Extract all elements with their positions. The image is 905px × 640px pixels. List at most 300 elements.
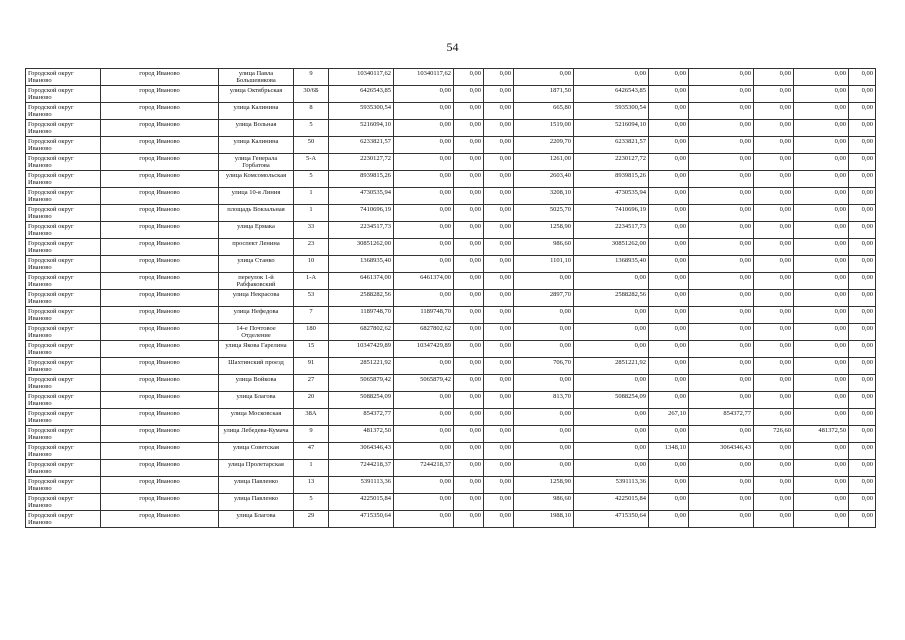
cell-cost-col-6: 0,00 <box>794 324 849 341</box>
cell-cost-col-5: 0,00 <box>689 426 754 443</box>
cell-area-col-2: 0,00 <box>649 239 689 256</box>
cell-cost-col-4: 0,00 <box>574 443 649 460</box>
cell-total-cost: 5216094,10 <box>329 120 394 137</box>
cell-street: улица Павленко <box>219 477 294 494</box>
cell-cost-col-5: 0,00 <box>689 358 754 375</box>
cell-area-col-2: 0,00 <box>649 256 689 273</box>
cell-settlement: город Иваново <box>101 69 219 86</box>
cell-cost-col-6: 0,00 <box>794 205 849 222</box>
cell-cost-col-3: 0,00 <box>484 460 514 477</box>
cell-cost-col-2: 0,00 <box>454 103 484 120</box>
cell-cost-col-1: 0,00 <box>394 443 454 460</box>
cell-street: переулок 1-й Рабфаковский <box>219 273 294 290</box>
cell-street: улица Павла Большевикова <box>219 69 294 86</box>
cell-area-col-1: 0,00 <box>514 426 574 443</box>
cell-area-col-1: 0,00 <box>514 460 574 477</box>
cell-cost-col-6: 0,00 <box>794 443 849 460</box>
cell-cost-col-6: 0,00 <box>794 511 849 528</box>
cell-cost-col-5: 3064346,43 <box>689 443 754 460</box>
cell-area-col-1: 1261,00 <box>514 154 574 171</box>
cell-house-number: 33 <box>294 222 329 239</box>
cell-cost-col-1: 0,00 <box>394 511 454 528</box>
cell-cost-col-5: 0,00 <box>689 273 754 290</box>
cell-cost-col-5: 0,00 <box>689 341 754 358</box>
cell-area-col-2: 0,00 <box>649 171 689 188</box>
cell-cost-col-6: 0,00 <box>794 239 849 256</box>
cell-cost-col-6: 481372,50 <box>794 426 849 443</box>
cell-cost-col-6: 0,00 <box>794 86 849 103</box>
cell-cost-col-1: 10347429,89 <box>394 341 454 358</box>
cell-street: Шахтинский проезд <box>219 358 294 375</box>
table-row <box>26 392 876 409</box>
cell-house-number: 1 <box>294 205 329 222</box>
page-number: 54 <box>446 40 459 54</box>
cell-settlement: город Иваново <box>101 120 219 137</box>
cell-area-col-1: 813,70 <box>514 392 574 409</box>
cell-total-cost: 1368935,40 <box>329 256 394 273</box>
cell-cost-col-3: 0,00 <box>484 256 514 273</box>
cell-street: улица Якова Гарелина <box>219 341 294 358</box>
cell-street: улица Вольная <box>219 120 294 137</box>
cell-cost-col-3: 0,00 <box>484 103 514 120</box>
cell-cost-col-7: 0,00 <box>849 494 876 511</box>
cell-total-cost: 10340117,62 <box>329 69 394 86</box>
cell-cost-col-4: 0,00 <box>574 341 649 358</box>
cell-area-col-2: 0,00 <box>649 341 689 358</box>
cell-area-col-2: 0,00 <box>649 69 689 86</box>
cell-area-col-3: 0,00 <box>754 137 794 154</box>
cell-cost-col-1: 10340117,62 <box>394 69 454 86</box>
cell-cost-col-7: 0,00 <box>849 477 876 494</box>
cell-area-col-3: 0,00 <box>754 188 794 205</box>
cell-area-col-3: 726,60 <box>754 426 794 443</box>
cell-street: улица Московская <box>219 409 294 426</box>
cell-cost-col-4: 0,00 <box>574 324 649 341</box>
cell-area-col-2: 0,00 <box>649 307 689 324</box>
cell-street: улица Войкова <box>219 375 294 392</box>
cell-cost-col-2: 0,00 <box>454 392 484 409</box>
cell-area-col-3: 0,00 <box>754 511 794 528</box>
cell-settlement: город Иваново <box>101 273 219 290</box>
cell-cost-col-5: 0,00 <box>689 256 754 273</box>
cell-settlement: город Иваново <box>101 460 219 477</box>
cell-cost-col-2: 0,00 <box>454 443 484 460</box>
cell-cost-col-4: 0,00 <box>574 273 649 290</box>
cell-cost-col-1: 0,00 <box>394 239 454 256</box>
cell-cost-col-7: 0,00 <box>849 154 876 171</box>
cell-cost-col-3: 0,00 <box>484 188 514 205</box>
cell-total-cost: 10347429,89 <box>329 341 394 358</box>
cell-cost-col-3: 0,00 <box>484 324 514 341</box>
cell-settlement: город Иваново <box>101 341 219 358</box>
cell-cost-col-2: 0,00 <box>454 69 484 86</box>
cell-area-col-2: 0,00 <box>649 426 689 443</box>
table-row <box>26 171 876 188</box>
cell-cost-col-4: 5088254,09 <box>574 392 649 409</box>
cell-cost-col-3: 0,00 <box>484 137 514 154</box>
table-row <box>26 477 876 494</box>
cell-area-col-2: 0,00 <box>649 460 689 477</box>
cell-cost-col-6: 0,00 <box>794 341 849 358</box>
cell-cost-col-4: 30851262,00 <box>574 239 649 256</box>
cell-house-number: 9 <box>294 69 329 86</box>
cell-area-col-2: 0,00 <box>649 137 689 154</box>
cell-cost-col-2: 0,00 <box>454 120 484 137</box>
cell-cost-col-2: 0,00 <box>454 137 484 154</box>
table-row <box>26 290 876 307</box>
cell-cost-col-5: 0,00 <box>689 494 754 511</box>
cell-cost-col-7: 0,00 <box>849 103 876 120</box>
cell-cost-col-6: 0,00 <box>794 358 849 375</box>
cell-cost-col-1: 0,00 <box>394 154 454 171</box>
cell-cost-col-7: 0,00 <box>849 392 876 409</box>
cell-area-col-2: 0,00 <box>649 154 689 171</box>
cell-street: улица Некрасова <box>219 290 294 307</box>
cell-street: улица Комсомольская <box>219 171 294 188</box>
table-row <box>26 205 876 222</box>
cell-cost-col-3: 0,00 <box>484 69 514 86</box>
cell-area-col-3: 0,00 <box>754 205 794 222</box>
cell-municipality: Городской округ Иваново <box>26 69 101 86</box>
cell-municipality: Городской округ Иваново <box>26 86 101 103</box>
cell-area-col-2: 267,10 <box>649 409 689 426</box>
cell-cost-col-4: 5391113,36 <box>574 477 649 494</box>
cell-cost-col-2: 0,00 <box>454 188 484 205</box>
cell-area-col-3: 0,00 <box>754 494 794 511</box>
cell-cost-col-2: 0,00 <box>454 222 484 239</box>
cell-cost-col-1: 6461374,00 <box>394 273 454 290</box>
cell-municipality: Городской округ Иваново <box>26 103 101 120</box>
cell-cost-col-3: 0,00 <box>484 171 514 188</box>
cell-cost-col-1: 7244218,37 <box>394 460 454 477</box>
cell-cost-col-7: 0,00 <box>849 375 876 392</box>
cell-cost-col-7: 0,00 <box>849 341 876 358</box>
cell-total-cost: 7410696,19 <box>329 205 394 222</box>
cell-municipality: Городской округ Иваново <box>26 358 101 375</box>
cell-total-cost: 6827802,62 <box>329 324 394 341</box>
cell-cost-col-5: 0,00 <box>689 86 754 103</box>
cell-cost-col-7: 0,00 <box>849 222 876 239</box>
cell-house-number: 38А <box>294 409 329 426</box>
cell-cost-col-1: 0,00 <box>394 137 454 154</box>
cell-cost-col-1: 6827802,62 <box>394 324 454 341</box>
cell-cost-col-1: 0,00 <box>394 222 454 239</box>
cell-cost-col-1: 0,00 <box>394 409 454 426</box>
cell-street: улица Советская <box>219 443 294 460</box>
cell-total-cost: 4225015,84 <box>329 494 394 511</box>
cell-cost-col-3: 0,00 <box>484 443 514 460</box>
cell-house-number: 29 <box>294 511 329 528</box>
cell-total-cost: 5935300,54 <box>329 103 394 120</box>
cell-cost-col-3: 0,00 <box>484 120 514 137</box>
cell-house-number: 5-А <box>294 154 329 171</box>
cell-settlement: город Иваново <box>101 307 219 324</box>
cell-cost-col-2: 0,00 <box>454 477 484 494</box>
table-row <box>26 239 876 256</box>
cell-street: улица Станко <box>219 256 294 273</box>
cell-cost-col-3: 0,00 <box>484 205 514 222</box>
cell-municipality: Городской округ Иваново <box>26 324 101 341</box>
cell-house-number: 30/6Б <box>294 86 329 103</box>
cell-area-col-3: 0,00 <box>754 358 794 375</box>
cell-settlement: город Иваново <box>101 205 219 222</box>
table-row <box>26 86 876 103</box>
cell-area-col-2: 0,00 <box>649 188 689 205</box>
cell-cost-col-7: 0,00 <box>849 256 876 273</box>
cell-cost-col-2: 0,00 <box>454 409 484 426</box>
cell-total-cost: 2588282,56 <box>329 290 394 307</box>
cell-house-number: 1 <box>294 188 329 205</box>
cell-total-cost: 5065879,42 <box>329 375 394 392</box>
cell-cost-col-5: 0,00 <box>689 171 754 188</box>
cell-area-col-2: 0,00 <box>649 324 689 341</box>
cell-cost-col-2: 0,00 <box>454 324 484 341</box>
cell-municipality: Городской округ Иваново <box>26 290 101 307</box>
cell-total-cost: 4715350,64 <box>329 511 394 528</box>
cell-cost-col-6: 0,00 <box>794 154 849 171</box>
cell-cost-col-7: 0,00 <box>849 426 876 443</box>
cell-municipality: Городской округ Иваново <box>26 154 101 171</box>
cell-cost-col-1: 0,00 <box>394 392 454 409</box>
table-row <box>26 324 876 341</box>
cell-cost-col-4: 0,00 <box>574 409 649 426</box>
cell-total-cost: 2851221,92 <box>329 358 394 375</box>
cell-cost-col-4: 0,00 <box>574 460 649 477</box>
cell-cost-col-4: 1368935,40 <box>574 256 649 273</box>
cell-house-number: 10 <box>294 256 329 273</box>
cell-cost-col-7: 0,00 <box>849 358 876 375</box>
cell-cost-col-5: 0,00 <box>689 103 754 120</box>
cell-street: улица 10-я Линия <box>219 188 294 205</box>
cell-municipality: Городской округ Иваново <box>26 188 101 205</box>
cell-municipality: Городской округ Иваново <box>26 375 101 392</box>
cell-area-col-1: 1988,10 <box>514 511 574 528</box>
cell-area-col-2: 0,00 <box>649 477 689 494</box>
cell-cost-col-7: 0,00 <box>849 290 876 307</box>
cell-area-col-3: 0,00 <box>754 273 794 290</box>
cell-house-number: 9 <box>294 426 329 443</box>
cell-area-col-2: 0,00 <box>649 375 689 392</box>
cell-cost-col-3: 0,00 <box>484 426 514 443</box>
cell-street: улица Лебедева-Кумача <box>219 426 294 443</box>
cell-cost-col-4: 6233821,57 <box>574 137 649 154</box>
table-row <box>26 375 876 392</box>
cell-settlement: город Иваново <box>101 86 219 103</box>
cell-municipality: Городской округ Иваново <box>26 307 101 324</box>
cell-total-cost: 2234517,73 <box>329 222 394 239</box>
cell-cost-col-4: 2234517,73 <box>574 222 649 239</box>
cell-cost-col-2: 0,00 <box>454 511 484 528</box>
cell-settlement: город Иваново <box>101 443 219 460</box>
cell-cost-col-6: 0,00 <box>794 477 849 494</box>
cell-cost-col-6: 0,00 <box>794 290 849 307</box>
cell-area-col-1: 0,00 <box>514 375 574 392</box>
table-row <box>26 154 876 171</box>
cell-street: проспект Ленина <box>219 239 294 256</box>
cell-cost-col-3: 0,00 <box>484 409 514 426</box>
cell-settlement: город Иваново <box>101 324 219 341</box>
cell-cost-col-5: 0,00 <box>689 307 754 324</box>
cell-area-col-3: 0,00 <box>754 324 794 341</box>
cell-cost-col-4: 4225015,84 <box>574 494 649 511</box>
cell-municipality: Городской округ Иваново <box>26 171 101 188</box>
cell-cost-col-7: 0,00 <box>849 120 876 137</box>
cell-cost-col-4: 7410696,19 <box>574 205 649 222</box>
table-row <box>26 69 876 86</box>
cell-cost-col-1: 0,00 <box>394 205 454 222</box>
cell-cost-col-3: 0,00 <box>484 154 514 171</box>
cell-house-number: 47 <box>294 443 329 460</box>
cell-cost-col-6: 0,00 <box>794 120 849 137</box>
cell-street: улица Пролетарская <box>219 460 294 477</box>
cell-area-col-1: 0,00 <box>514 307 574 324</box>
cell-total-cost: 30851262,00 <box>329 239 394 256</box>
cell-area-col-1: 706,70 <box>514 358 574 375</box>
cell-cost-col-2: 0,00 <box>454 426 484 443</box>
cell-cost-col-2: 0,00 <box>454 460 484 477</box>
cell-settlement: город Иваново <box>101 494 219 511</box>
cell-house-number: 53 <box>294 290 329 307</box>
cell-municipality: Городской округ Иваново <box>26 120 101 137</box>
cell-settlement: город Иваново <box>101 239 219 256</box>
cell-cost-col-4: 4730535,94 <box>574 188 649 205</box>
cell-street: улица Генерала Горбатова <box>219 154 294 171</box>
table-row <box>26 409 876 426</box>
cell-cost-col-3: 0,00 <box>484 477 514 494</box>
cell-cost-col-7: 0,00 <box>849 511 876 528</box>
cell-area-col-2: 0,00 <box>649 120 689 137</box>
table-row <box>26 341 876 358</box>
cell-cost-col-7: 0,00 <box>849 324 876 341</box>
table-row <box>26 307 876 324</box>
cell-cost-col-2: 0,00 <box>454 205 484 222</box>
cell-cost-col-7: 0,00 <box>849 69 876 86</box>
cell-cost-col-3: 0,00 <box>484 375 514 392</box>
cell-area-col-1: 1101,10 <box>514 256 574 273</box>
cell-cost-col-4: 4715350,64 <box>574 511 649 528</box>
cell-street: улица Нефедова <box>219 307 294 324</box>
cell-cost-col-5: 0,00 <box>689 188 754 205</box>
cell-area-col-1: 0,00 <box>514 273 574 290</box>
cell-cost-col-1: 0,00 <box>394 188 454 205</box>
cell-area-col-2: 0,00 <box>649 511 689 528</box>
cell-cost-col-7: 0,00 <box>849 171 876 188</box>
cell-cost-col-2: 0,00 <box>454 86 484 103</box>
cell-house-number: 20 <box>294 392 329 409</box>
cell-total-cost: 3064346,43 <box>329 443 394 460</box>
cell-house-number: 5 <box>294 120 329 137</box>
cell-area-col-1: 0,00 <box>514 69 574 86</box>
cell-cost-col-4: 8939815,26 <box>574 171 649 188</box>
cell-cost-col-5: 0,00 <box>689 69 754 86</box>
cell-cost-col-7: 0,00 <box>849 273 876 290</box>
cell-cost-col-6: 0,00 <box>794 307 849 324</box>
cell-area-col-1: 2209,70 <box>514 137 574 154</box>
cell-settlement: город Иваново <box>101 375 219 392</box>
cell-municipality: Городской округ Иваново <box>26 256 101 273</box>
cell-cost-col-3: 0,00 <box>484 239 514 256</box>
cell-cost-col-4: 0,00 <box>574 307 649 324</box>
cell-street: улица Павленко <box>219 494 294 511</box>
cell-area-col-2: 0,00 <box>649 205 689 222</box>
cell-cost-col-7: 0,00 <box>849 188 876 205</box>
cell-street: улица Благова <box>219 392 294 409</box>
cell-area-col-3: 0,00 <box>754 375 794 392</box>
cell-cost-col-1: 0,00 <box>394 477 454 494</box>
cell-municipality: Городской округ Иваново <box>26 460 101 477</box>
table-row <box>26 494 876 511</box>
cell-cost-col-6: 0,00 <box>794 222 849 239</box>
cell-cost-col-5: 854372,77 <box>689 409 754 426</box>
cell-cost-col-4: 6426543,85 <box>574 86 649 103</box>
cell-house-number: 13 <box>294 477 329 494</box>
cell-area-col-1: 1258,90 <box>514 222 574 239</box>
cell-area-col-1: 0,00 <box>514 341 574 358</box>
cell-house-number: 1-А <box>294 273 329 290</box>
cell-street: улица Благова <box>219 511 294 528</box>
cell-house-number: 27 <box>294 375 329 392</box>
cell-total-cost: 1189748,70 <box>329 307 394 324</box>
cell-street: улица Октябрьская <box>219 86 294 103</box>
cell-area-col-3: 0,00 <box>754 341 794 358</box>
cell-cost-col-3: 0,00 <box>484 392 514 409</box>
cell-cost-col-1: 0,00 <box>394 171 454 188</box>
cell-cost-col-1: 0,00 <box>394 494 454 511</box>
cell-cost-col-7: 0,00 <box>849 443 876 460</box>
cell-cost-col-6: 0,00 <box>794 137 849 154</box>
cell-total-cost: 854372,77 <box>329 409 394 426</box>
cell-area-col-1: 1519,00 <box>514 120 574 137</box>
cell-municipality: Городской округ Иваново <box>26 409 101 426</box>
cell-area-col-1: 0,00 <box>514 443 574 460</box>
cell-cost-col-6: 0,00 <box>794 188 849 205</box>
cell-cost-col-1: 0,00 <box>394 290 454 307</box>
cell-area-col-3: 0,00 <box>754 392 794 409</box>
table-row <box>26 103 876 120</box>
cell-cost-col-4: 5216094,10 <box>574 120 649 137</box>
cell-cost-col-1: 0,00 <box>394 358 454 375</box>
cell-cost-col-2: 0,00 <box>454 154 484 171</box>
cell-area-col-2: 0,00 <box>649 273 689 290</box>
cell-cost-col-4: 5935300,54 <box>574 103 649 120</box>
cell-house-number: 23 <box>294 239 329 256</box>
table-row <box>26 443 876 460</box>
cell-cost-col-7: 0,00 <box>849 205 876 222</box>
register-table <box>25 68 876 528</box>
cell-cost-col-2: 0,00 <box>454 290 484 307</box>
cell-settlement: город Иваново <box>101 426 219 443</box>
cell-cost-col-1: 5065879,42 <box>394 375 454 392</box>
table-row <box>26 426 876 443</box>
cell-area-col-1: 0,00 <box>514 324 574 341</box>
cell-cost-col-3: 0,00 <box>484 358 514 375</box>
cell-area-col-2: 0,00 <box>649 86 689 103</box>
table-row <box>26 358 876 375</box>
cell-settlement: город Иваново <box>101 392 219 409</box>
cell-area-col-1: 2897,70 <box>514 290 574 307</box>
cell-municipality: Городской округ Иваново <box>26 511 101 528</box>
cell-cost-col-6: 0,00 <box>794 460 849 477</box>
cell-cost-col-5: 0,00 <box>689 324 754 341</box>
cell-area-col-1: 2603,40 <box>514 171 574 188</box>
cell-total-cost: 7244218,37 <box>329 460 394 477</box>
cell-area-col-3: 0,00 <box>754 460 794 477</box>
cell-area-col-2: 0,00 <box>649 358 689 375</box>
cell-area-col-2: 0,00 <box>649 222 689 239</box>
cell-cost-col-5: 0,00 <box>689 392 754 409</box>
cell-total-cost: 6461374,00 <box>329 273 394 290</box>
cell-settlement: город Иваново <box>101 477 219 494</box>
